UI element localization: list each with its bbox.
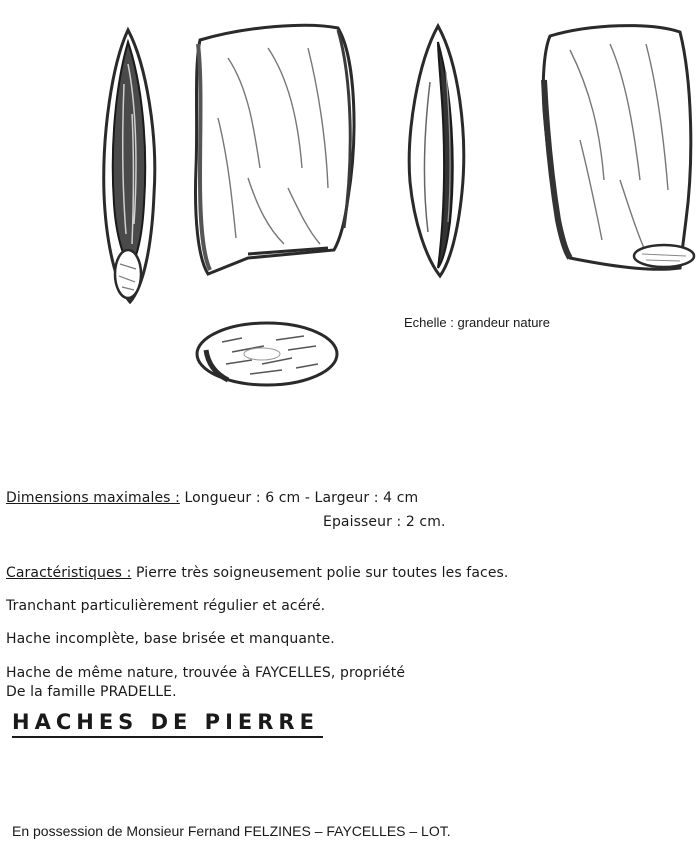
characteristics-label: Caractéristiques : xyxy=(6,565,132,581)
axe-side-profile-drawing xyxy=(98,24,164,308)
axe-side-profile-drawing-2 xyxy=(400,22,472,282)
scale-note: Echelle : grandeur nature xyxy=(404,315,550,330)
dimensions-length-width: Longueur : 6 cm - Largeur : 4 cm xyxy=(179,490,419,506)
characteristics-line-1 xyxy=(6,565,508,581)
characteristics-line-2: Tranchant particulièrement régulier et acéré. xyxy=(6,598,326,614)
dimensions-thickness: Epaisseur : 2 cm. xyxy=(323,514,446,530)
characteristics-line-3: Hache incomplète, base brisée et manquante. xyxy=(6,631,335,647)
dimensions-line-1 xyxy=(6,490,418,506)
axe-back-face-drawing xyxy=(530,20,696,280)
characteristics-line-5: De la famille PRADELLE. xyxy=(6,684,177,700)
axe-cross-section-drawing xyxy=(192,318,342,394)
characteristics-line-4: Hache de même nature, trouvée à FAYCELLES, propriété xyxy=(6,665,406,681)
page-title: HACHES DE PIERRE xyxy=(12,708,323,738)
axe-front-face-drawing xyxy=(188,18,364,278)
dimensions-label: Dimensions maximales : xyxy=(6,490,180,506)
characteristics-text: Pierre très soigneusement polie sur toutes les faces. xyxy=(131,565,509,581)
ownership-footer: En possession de Monsieur Fernand FELZINES – FAYCELLES – LOT. xyxy=(12,823,451,839)
